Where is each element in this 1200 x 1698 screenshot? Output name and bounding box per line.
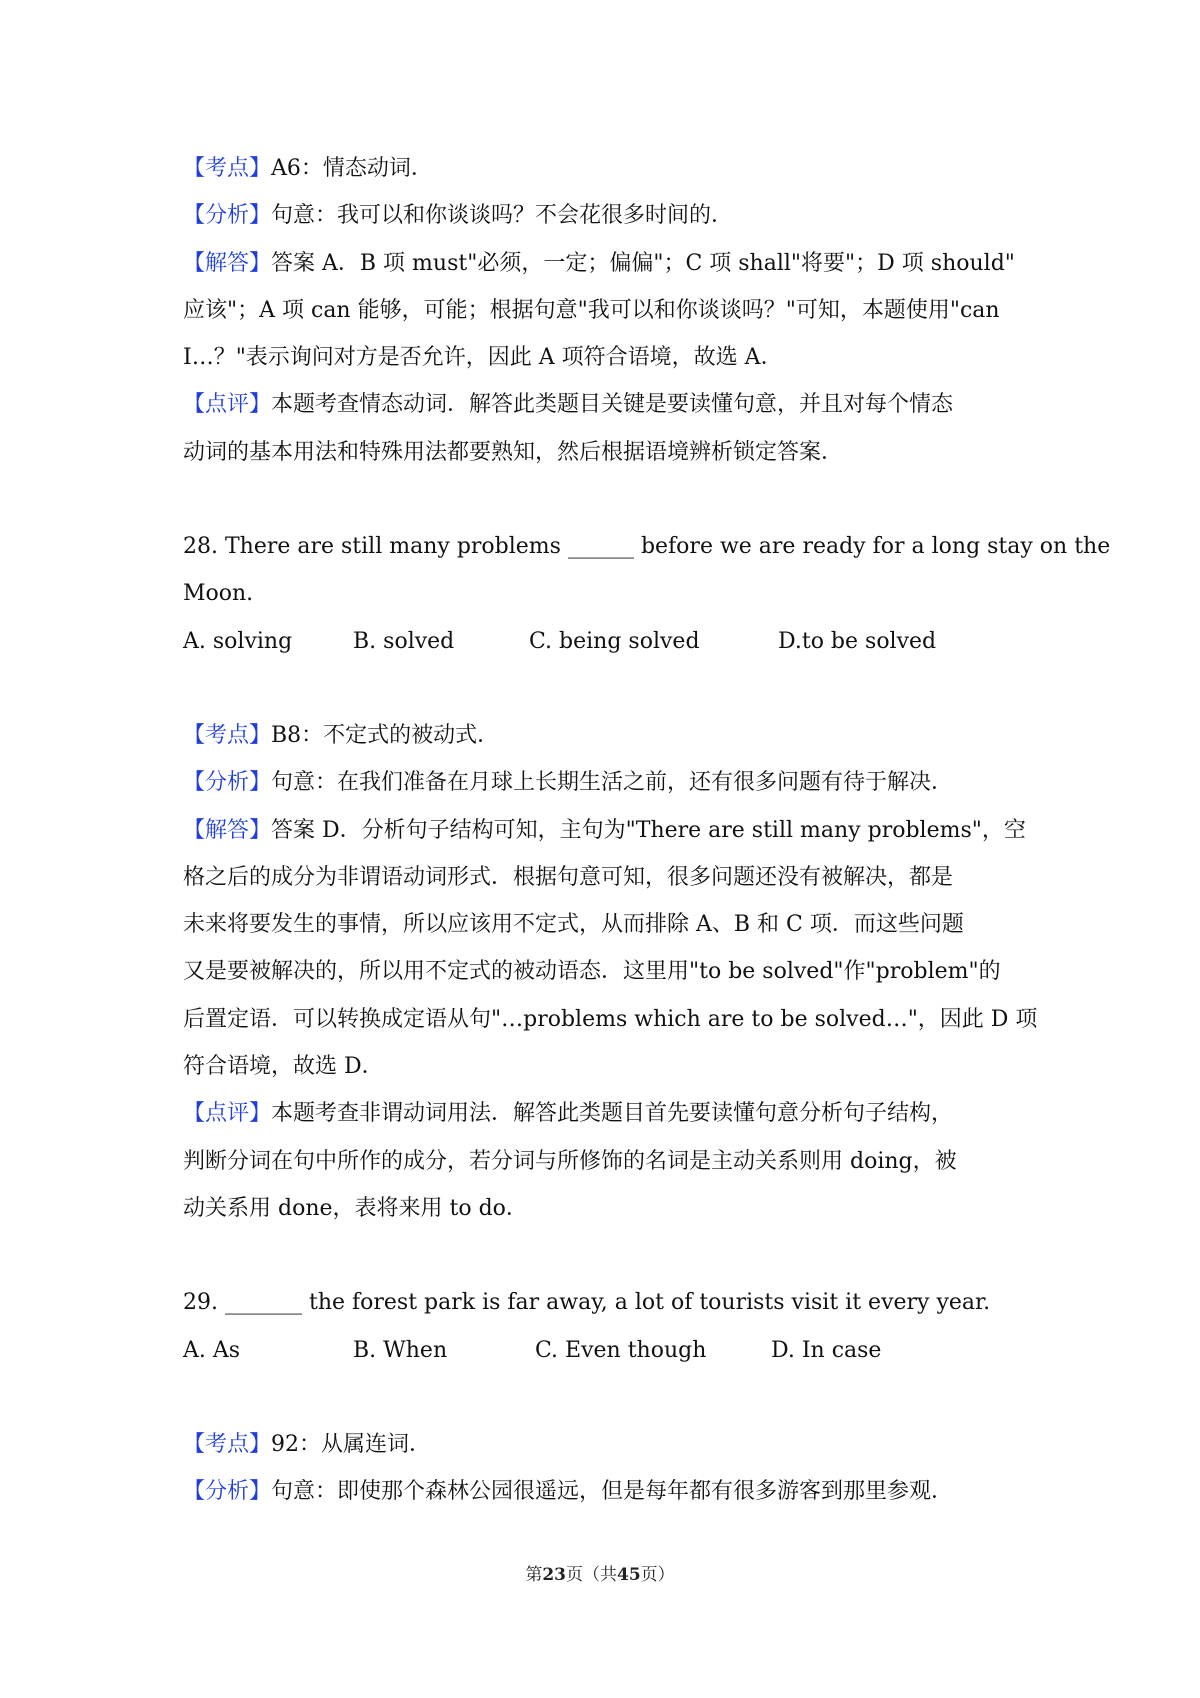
q28-dianping-line-2: 判断分词在句中所作的成分，若分词与所修饰的名词是主动关系则用 doing，被 [183,1148,957,1174]
q28-jieda-text-1: 答案 D．分析句子结构可知，主句为"There are still many problems"，空 [271,817,1026,843]
fenxi-tag: 【分析】 [183,203,272,229]
q27-fenxi-text: 句意：我可以和你谈谈吗？不会花很多时间的． [271,203,734,229]
q28-kaodian-text: B8：不定式的被动式． [271,722,500,748]
footer-prefix: 第 [525,1565,543,1585]
q27-dianping-line-1 [183,381,1025,428]
q29-kaodian [183,1421,1025,1468]
q28-option-d: D.to be solved [778,628,937,654]
fenxi-tag: 【分析】 [183,770,272,796]
q29-fenxi-text: 句意：即使那个森林公园很遥远，但是每年都有很多游客到那里参观． [271,1479,954,1505]
q28-option-c: C. being solved [529,628,700,654]
q28-jieda-line-4: 又是要被解决的，所以用不定式的被动语态．这里用"to be solved"作"problem"的 [183,959,1001,985]
q28-fenxi-text: 句意：在我们准备在月球上长期生活之前，还有很多问题有待于解决． [271,770,954,796]
q27-kaodian-text: A6：情态动词． [271,156,433,181]
q28-stem-line-2: Moon. [183,581,254,607]
q27-kaodian [183,145,1025,192]
q28-jieda-line-1 [183,807,1025,854]
q29-option-a: A. As [183,1337,241,1363]
q27-jieda-line-1 [183,240,1025,287]
jieda-tag: 【解答】 [183,250,272,276]
q29-option-c: C. Even though [535,1337,707,1363]
footer-total-pages: 45 [617,1565,641,1585]
q28-option-b: B. solved [353,628,455,654]
q28-jieda-line-5: 后置定语．可以转换成定语从句"…problems which are to be solved…"，因此 D 项 [183,1006,1038,1032]
q28-jieda-line-2: 格之后的成分为非谓语动词形式．根据句意可知，很多问题还没有被解决，都是 [183,864,954,890]
q29-stem: 29. _______ the forest park is far away, a lot of tourists visit it every year. [183,1290,991,1316]
fenxi-tag: 【分析】 [183,1479,272,1505]
jieda-tag: 【解答】 [183,817,272,843]
dianping-tag: 【点评】 [183,392,272,418]
q28-options [183,618,1025,665]
dianping-tag: 【点评】 [183,1101,272,1127]
q29-options [183,1327,1025,1374]
q29-option-b: B. When [353,1337,448,1363]
footer-suffix: 页） [640,1565,675,1585]
footer-page-number: 23 [542,1565,566,1585]
kaodian-tag: 【考点】 [183,1431,272,1457]
q27-jieda-text-1: 答案 A．B 项 must"必须，一定；偏偏"；C 项 shall"将要"；D 项 should" [271,250,1015,276]
q29-kaodian-text: 92：从属连词． [271,1431,432,1457]
q28-stem-line-1: 28. There are still many problems ______ before we are ready for a long stay on the [183,534,1111,560]
footer-middle: 页（共 [566,1565,617,1585]
q28-fenxi [183,759,1025,806]
q28-jieda-line-3: 未来将要发生的事情，所以应该用不定式，从而排除 A、B 和 C 项．而这些问题 [183,912,964,938]
q28-dianping-text-1: 本题考查非谓动词用法．解答此类题目首先要读懂句意分析句子结构， [271,1101,954,1127]
page-content [183,145,1111,1515]
q27-jieda-line-2: 应该"；A 项 can 能够，可能；根据句意"我可以和你谈谈吗？"可知，本题使用"can [183,297,1000,323]
q28-dianping-line-3: 动关系用 done，表将来用 to do． [183,1195,528,1221]
kaodian-tag: 【考点】 [183,156,272,181]
q29-fenxi [183,1468,1025,1515]
kaodian-tag: 【考点】 [183,722,272,748]
page-footer [0,1560,1200,1585]
q27-fenxi [183,192,1025,239]
q29-option-d: D. In case [771,1337,882,1363]
q27-dianping-line-2: 动词的基本用法和特殊用法都要熟知，然后根据语境辨析锁定答案． [183,439,844,465]
q28-jieda-line-6: 符合语境，故选 D． [183,1054,384,1080]
q28-kaodian [183,712,1025,759]
q27-dianping-text-1: 本题考查情态动词．解答此类题目关键是要读懂句意，并且对每个情态 [271,392,954,418]
q28-option-a: A. solving [183,628,293,654]
q28-dianping-line-1 [183,1090,1025,1137]
q27-jieda-line-3: I…？"表示询问对方是否允许，因此 A 项符合语境，故选 A． [183,345,783,371]
